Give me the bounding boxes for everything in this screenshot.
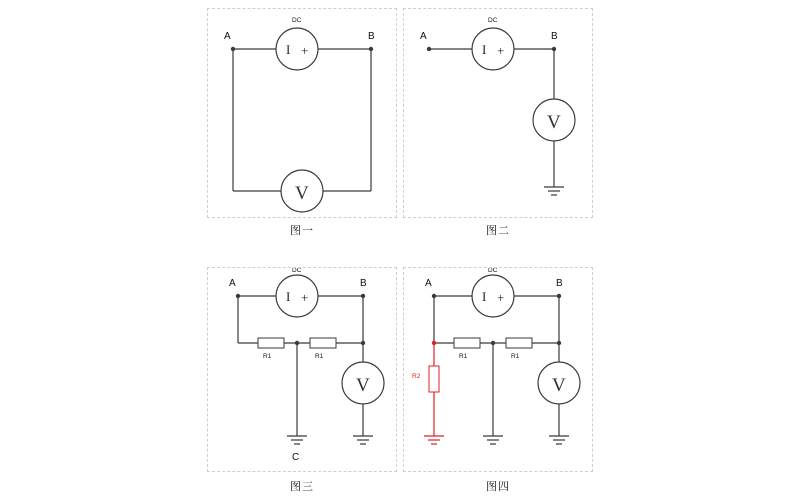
fig2-source-plus-symbol: + [497,43,505,58]
fig3-node-c-label: C [292,452,300,463]
fig3-source-label: DC [292,268,302,274]
fig3-resistor-r1-right-label: R1 [315,353,324,360]
fig4-source-label: DC [488,268,498,274]
caption-fig1: 图一 [290,225,314,237]
fig1-terminal-a-node [231,47,235,51]
fig4-resistor-r1-right-label: R1 [511,353,520,360]
fig1-source-label: DC [292,17,302,24]
panel-fig4 [403,267,593,472]
fig3-voltmeter-label: V [356,375,370,396]
caption-fig2: 图二 [486,225,510,237]
fig2-schematic [404,9,592,217]
panel-fig1 [207,8,397,218]
fig4-terminal-a-node [432,294,436,298]
fig2-terminal-a-label: A [420,31,427,42]
fig1-source-plus-symbol: + [301,43,309,58]
fig3-terminal-b-node [361,294,365,298]
fig4-schematic [404,268,592,471]
fig3-terminal-a-node [236,294,240,298]
fig2-terminal-a-node [427,47,431,51]
fig4-resistor-r2 [429,366,439,392]
fig2-source-label: DC [488,17,498,24]
fig1-source-current-symbol: I [286,42,291,57]
fig4-resistor-r1-right [506,338,532,348]
fig4-resistor-r1-left-label: R1 [459,353,468,360]
fig3-resistor-r1-left [258,338,284,348]
fig3-terminal-a-label: A [229,278,236,289]
fig1-terminal-b-node [369,47,373,51]
fig2-terminal-b-node [552,47,556,51]
caption-fig3: 图三 [290,481,314,493]
panel-fig3 [207,267,397,472]
fig3-resistor-r1-right [310,338,336,348]
fig4-resistor-r2-label: R2 [412,373,421,380]
fig4-source-current-symbol: I [482,289,487,304]
fig2-source-current-symbol: I [482,42,487,57]
fig3-terminal-b-label: B [360,278,367,289]
fig1-schematic [208,9,396,217]
fig4-terminal-b-label: B [556,278,563,289]
fig1-terminal-b-label: B [368,31,375,42]
fig1-voltmeter-label: V [295,183,309,204]
fig1-terminal-a-label: A [224,31,231,42]
fig4-voltmeter-label: V [552,375,566,396]
panel-fig2 [403,8,593,218]
fig4-resistor-r1-left [454,338,480,348]
fig2-voltmeter-label: V [547,112,561,133]
fig2-terminal-b-label: B [551,31,558,42]
fig3-source-current-symbol: I [286,289,291,304]
fig4-terminal-a-label: A [425,278,432,289]
fig4-terminal-b-node [557,294,561,298]
fig3-resistor-r1-left-label: R1 [263,353,272,360]
caption-fig4: 图四 [486,481,510,493]
fig3-schematic [208,268,396,471]
fig4-source-plus-symbol: + [497,290,505,305]
fig3-source-plus-symbol: + [301,290,309,305]
